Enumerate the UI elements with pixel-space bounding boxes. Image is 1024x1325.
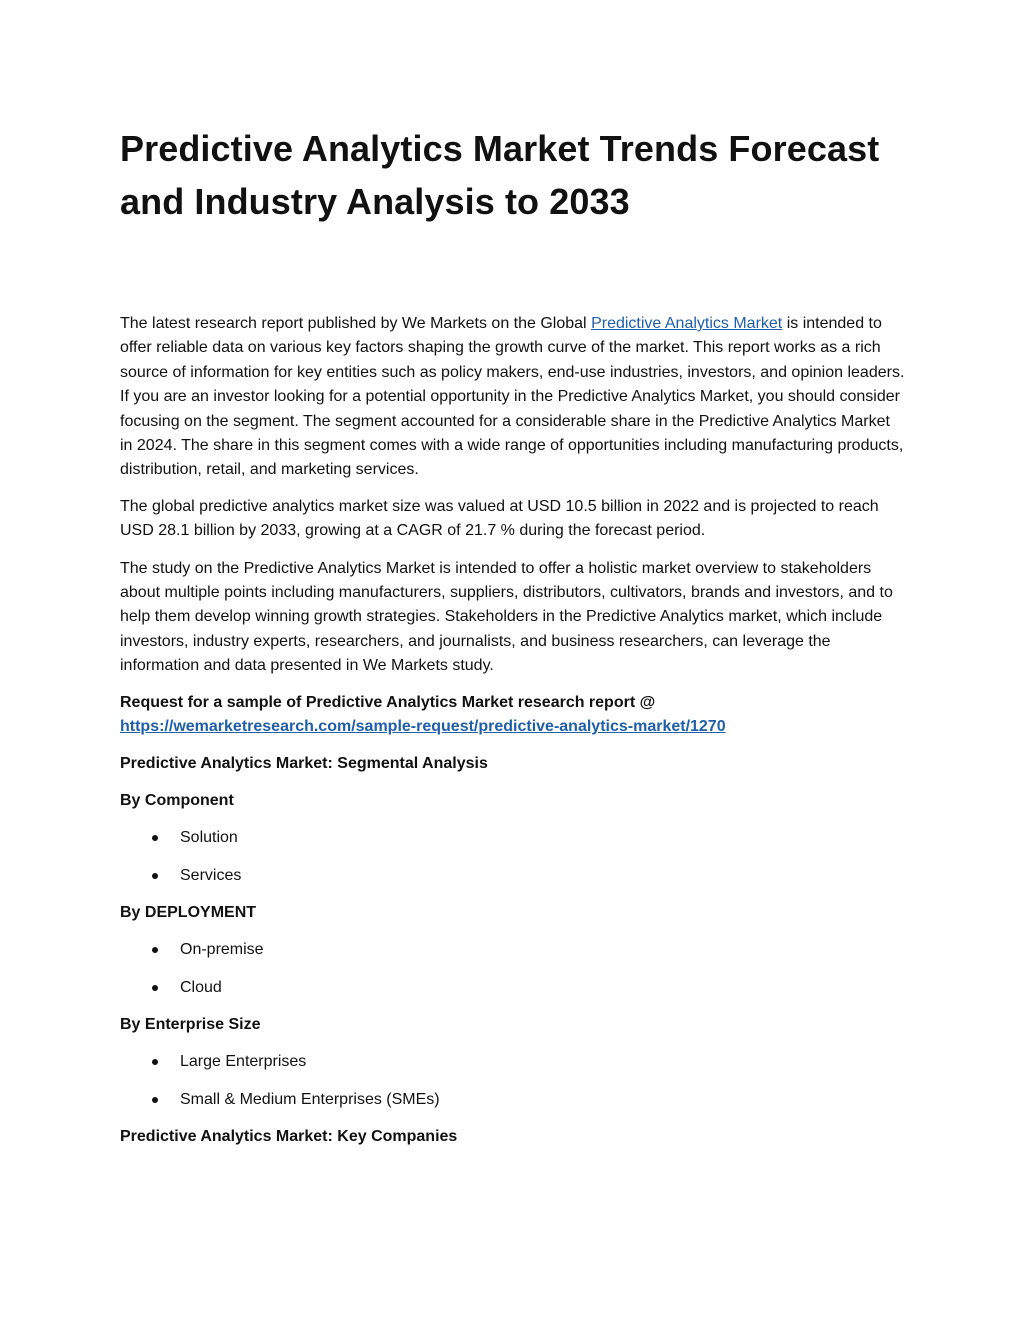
sample-request-label: Request for a sample of Predictive Analytics Market research report @ [120,693,656,711]
segment-group-component [120,789,905,888]
bullet-icon [152,985,158,991]
segment-list [120,826,905,888]
segment-list [120,938,905,1000]
title-line-2: and Industry Analysis to 2033 [120,181,630,222]
bullet-icon [152,1059,158,1065]
key-companies-heading: Predictive Analytics Market: Key Companies [120,1128,458,1146]
market-size-paragraph: The global predictive analytics market size was valued at USD 10.5 billion in 2022 and is projected to reach USD 28.1 billion by 2033, growing at a CAGR of 21.7 % during the forecast period. [120,497,879,540]
bullet-icon [152,873,158,879]
list-item-label: Small & Medium Enterprises (SMEs) [180,1091,440,1109]
list-item-label: On-premise [180,941,264,959]
bullet-icon [152,1097,158,1103]
document-page [120,0,905,1149]
list-item-label: Large Enterprises [180,1053,307,1071]
list-item [120,938,905,962]
intro-text-after-link: is intended to offer reliable data on various key factors shaping the growth curve of the market. This report works as a rich source of information for key entities such as policy makers, end-use industries, investors, and opinion leaders. If you are an investor looking for a potential opportunity in the Predictive Analytics Market, you should consider focusing on the segment. The segment accounted for a considerable share in the Predictive Analytics Market in 2024. The share in this segment comes with a wide range of opportunities including manufacturing products, distribution, retail, and marketing services. [120,315,905,479]
list-item [120,1050,905,1074]
document-title [120,122,905,228]
list-item-label: Solution [180,829,238,847]
list-item-label: Services [180,866,242,884]
intro-paragraph [120,312,905,483]
study-paragraph: The study on the Predictive Analytics Market is intended to offer a holistic market overview to stakeholders about multiple points including manufacturers, suppliers, distributors, cultivators, brands and investors, and to help them develop winning growth strategies. Stakeholders in the Predictive Analytics market, which include investors, industry experts, researchers, and journalists, and business researchers, can leverage the information and data presented in We Markets study. [120,559,893,675]
segment-heading: By Enterprise Size [120,1015,261,1033]
segmental-analysis-heading: Predictive Analytics Market: Segmental Analysis [120,754,488,772]
bullet-icon [152,835,158,841]
list-item [120,864,905,888]
list-item [120,976,905,1000]
intro-text-before-link: The latest research report published by We Markets on the Global [120,315,592,332]
segment-group-enterprise-size [120,1013,905,1112]
predictive-analytics-market-link[interactable]: Predictive Analytics Market [591,315,783,332]
list-item [120,1088,905,1112]
list-item [120,826,905,850]
list-item-label: Cloud [180,978,222,996]
segment-list [120,1050,905,1112]
segment-heading: By Component [120,791,234,809]
segment-group-deployment [120,901,905,1000]
title-line-1: Predictive Analytics Market Trends Forecast [120,128,880,169]
sample-request-link[interactable]: https://wemarketresearch.com/sample-request/predictive-analytics-market/1270 [120,718,726,736]
segment-heading: By DEPLOYMENT [120,903,257,921]
sample-request-paragraph [120,691,905,740]
bullet-icon [152,947,158,953]
